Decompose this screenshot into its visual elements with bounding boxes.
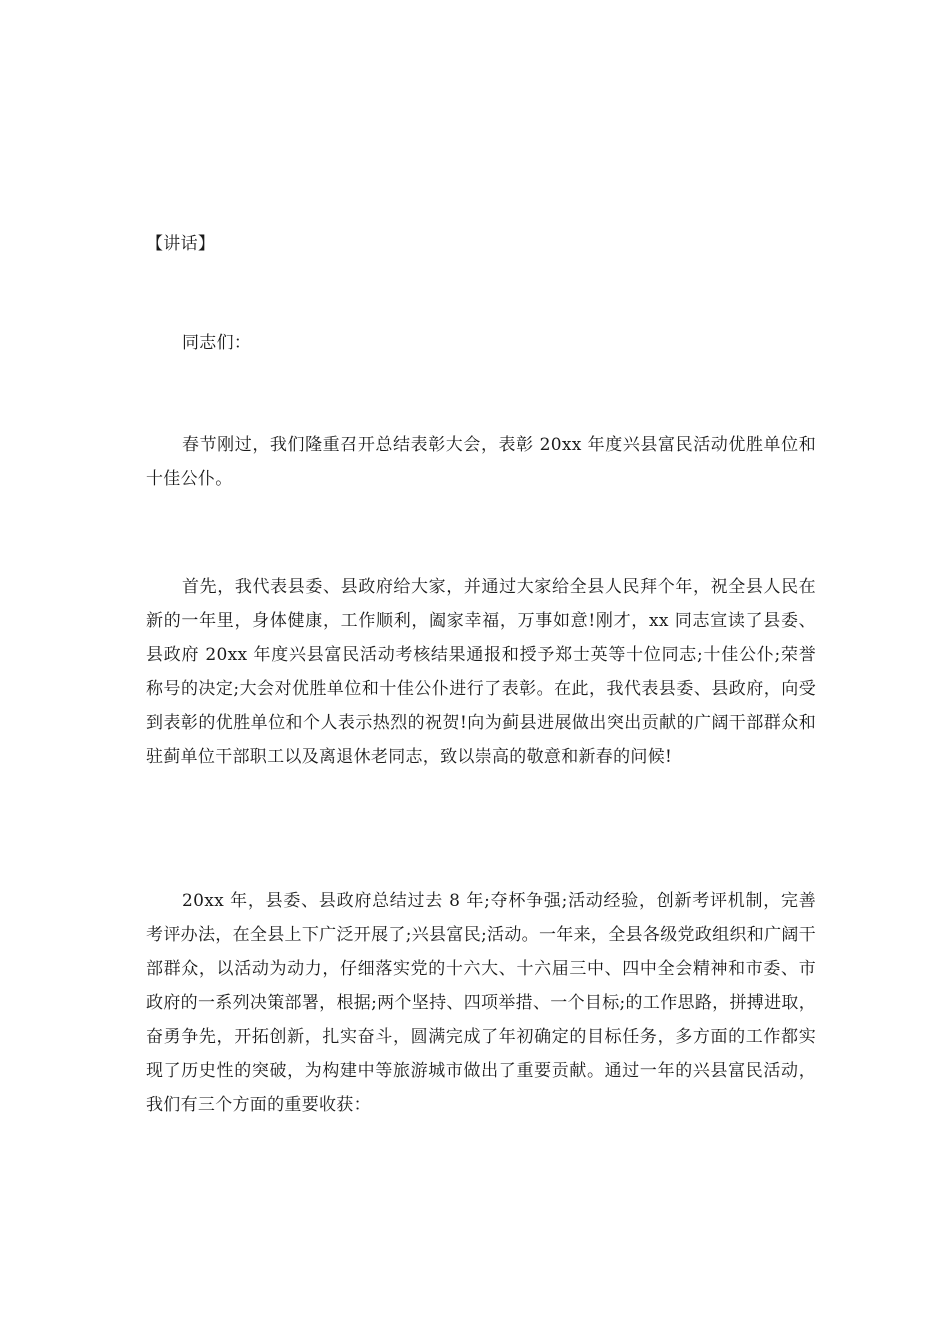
salutation: 同志们：	[182, 333, 252, 353]
paragraph-greetings: 首先，我代表县委、县政府给大家，并通过大家给全县人民拜个年，祝全县人民在新的一年里，身体健康，工作顺利，阖家幸福，万事如意!刚才，xx 同志宣读了县委、县政府 20xx 年度兴县富民活动考核结果通报和授予郑士英等十位同志;十佳公仆;荣誉称号的决定;大会对优胜单位和十佳公仆进行了表彰。在此，我代表县委、县政府，向受到表彰的优胜单位和个人表示热烈的祝贺!向为蓟县进展做出突出贡献的广阔干部群众和驻蓟单位干部职工以及离退休老同志，致以崇高的敬意和新春的问候!	[146, 577, 816, 767]
paragraph-review: 20xx 年，县委、县政府总结过去 8 年;夺杯争强;活动经验，创新考评机制，完善考评办法，在全县上下广泛开展了;兴县富民;活动。一年来，全县各级党政组织和广阔干部群众，以活动为动力，仔细落实党的十六大、十六届三中、四中全会精神和市委、市政府的一系列决策部署，根据;两个坚持、四项举措、一个目标;的工作思路，拼搏进取，奋勇争先，开拓创新，扎实奋斗，圆满完成了年初确定的目标任务，多方面的工作都实现了历史性的突破，为构建中等旅游城市做出了重要贡献。通过一年的兴县富民活动，我们有三个方面的重要收获：	[146, 891, 816, 1115]
speech-heading: 【讲话】	[146, 234, 216, 254]
paragraph-opening: 春节刚过，我们隆重召开总结表彰大会，表彰 20xx 年度兴县富民活动优胜单位和十佳公仆。	[146, 435, 816, 489]
